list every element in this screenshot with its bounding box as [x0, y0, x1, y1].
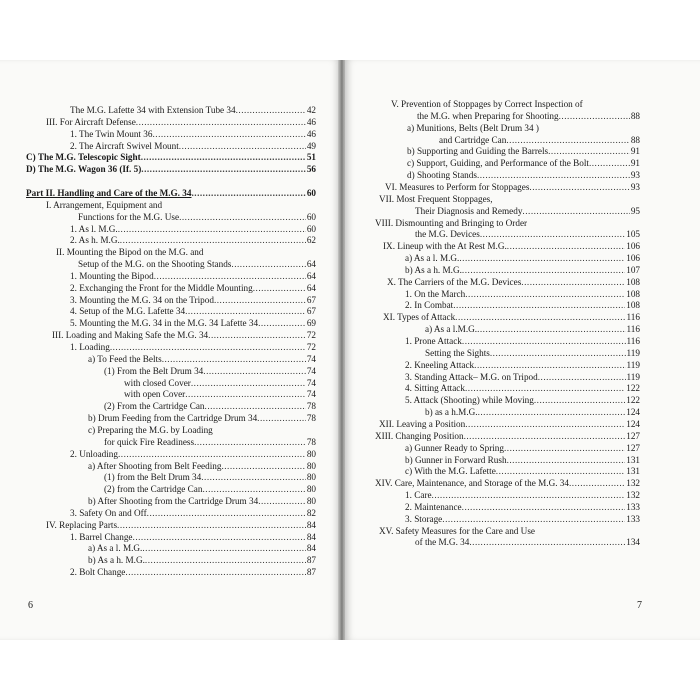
toc-entry-title: 1. Mounting the Bipod: [70, 270, 154, 281]
toc-leader-dots: [469, 536, 625, 548]
toc-leader-dots: [477, 169, 630, 181]
toc-leader-dots: [179, 140, 306, 152]
toc-leader-dots: [118, 448, 306, 460]
toc-entry: [26, 151, 316, 163]
toc-entry-page: 78: [306, 401, 316, 412]
toc-leader-dots: [507, 454, 626, 466]
toc-leader-dots: [236, 104, 306, 116]
toc-leader-dots: [480, 228, 625, 240]
toc-entry-page: 106: [626, 241, 640, 252]
toc-entry-title: (1) From the Belt Drum 34: [104, 365, 204, 376]
toc-entry-page: 72: [306, 330, 316, 341]
toc-entry: [46, 116, 316, 128]
toc-entry: [70, 507, 316, 519]
toc-leader-dots: [257, 412, 306, 424]
toc-entry-page: 127: [626, 430, 640, 441]
toc-leader-dots: [506, 134, 629, 146]
toc-entry-title: a) As a l.M.G.: [425, 324, 478, 335]
toc-entry-title: II. Mounting the Bipod on the M.G. and: [56, 247, 204, 258]
toc-leader-dots: [474, 359, 625, 371]
toc-leader-dots: [147, 507, 306, 519]
toc-entry: [405, 264, 640, 276]
toc-leader-dots: [185, 305, 306, 317]
toc-leader-dots: [141, 163, 306, 175]
toc-leader-dots: [154, 270, 306, 282]
toc-entry-title: c) Support, Guiding, and Performance of the Bolt: [407, 158, 589, 169]
toc-entry-title: (2) From the Cartridge Can: [104, 401, 205, 412]
toc-entry-page: 51: [306, 152, 316, 163]
toc-leader-dots: [133, 531, 306, 543]
toc-leader-dots: [202, 483, 305, 495]
toc-leader-dots: [185, 388, 306, 400]
toc-entry-title: and Cartridge Can: [439, 134, 507, 145]
toc-entry-title: 1. Barrel Change: [70, 531, 133, 542]
toc-leader-dots: [110, 341, 306, 353]
toc-entry: [405, 382, 640, 394]
toc-entry: [425, 347, 640, 359]
toc-entry-title: b) As a h. M.G.: [88, 555, 145, 566]
toc-entry: [405, 335, 640, 347]
toc-entry-title: b) Drum Feeding from the Cartridge Drum 34: [88, 413, 258, 424]
toc-entry: [405, 299, 640, 311]
toc-leader-dots: [205, 400, 306, 412]
toc-entry: [407, 157, 640, 169]
toc-entry: [407, 145, 640, 157]
toc-entry-title: b) As a h. M.G.: [405, 264, 462, 275]
toc-entry: [417, 110, 640, 122]
toc-entry-page: 93: [630, 170, 640, 181]
toc-entry-title: a) As a l. M.G.: [88, 543, 143, 554]
toc-entry: [88, 353, 316, 365]
toc-entry-title: 2. Kneeling Attack: [405, 359, 475, 370]
toc-entry: [375, 430, 640, 442]
toc-entry-page: 124: [626, 407, 640, 418]
toc-entry-title: The M.G. Lafette 34 with Extension Tube 34: [70, 105, 236, 115]
toc-entry: [70, 305, 316, 317]
toc-entry-page: 106: [626, 253, 640, 264]
toc-entry-title: for quick Fire Readiness: [104, 436, 195, 447]
toc-entry-title: V. Prevention of Stoppages by Correct Inspection of: [391, 99, 583, 109]
toc-entry-page: 116: [626, 312, 640, 323]
toc-entry-page: 82: [306, 507, 316, 518]
toc-entry: [124, 377, 316, 389]
toc-entry-page: 133: [626, 501, 640, 512]
toc-entry: [88, 542, 316, 554]
toc-entry: [78, 258, 316, 270]
toc-entry-page: 49: [306, 140, 316, 151]
toc-entry-title: 2. Exchanging the Front for the Middle Mounting: [70, 282, 253, 293]
toc-entry: [124, 388, 316, 400]
toc-entry-title: XII. Leaving a Position: [379, 418, 466, 429]
toc-entry-page: 88: [630, 134, 640, 145]
toc-entry: [405, 442, 640, 454]
toc-entry-page: 105: [626, 229, 640, 240]
toc-entry-page: 134: [626, 537, 640, 548]
toc-entry: [88, 554, 316, 566]
toc-entry-title: XV. Safety Measures for the Care and Use: [379, 525, 535, 536]
toc-entry-page: 80: [306, 472, 316, 483]
toc-entry-page: 80: [306, 460, 316, 471]
toc-entry: [78, 211, 316, 223]
toc-entry-page: 132: [626, 490, 640, 501]
toc-leader-dots: [221, 460, 305, 472]
toc-entry: [70, 104, 316, 116]
toc-leader-dots: [258, 317, 306, 329]
toc-entry: [70, 341, 316, 353]
toc-entry: [88, 460, 316, 472]
toc-entry-page: 84: [306, 531, 316, 542]
toc-entry: [70, 128, 316, 140]
toc-entry-page: 91: [630, 158, 640, 169]
toc-entry-page: 108: [626, 276, 640, 287]
toc-entry-title: 4. Setup of the M.G. Lafette 34: [70, 306, 186, 317]
toc-entry-page: 64: [306, 270, 316, 281]
toc-entry-title: 3. Safety On and Off: [70, 507, 147, 518]
toc-entry-title: C) The M.G. Telescopic Sight: [26, 152, 141, 163]
toc-entry: [405, 252, 640, 264]
toc-leader-dots: [191, 187, 305, 199]
toc-entry: [70, 531, 316, 543]
toc-entry-page: 80: [306, 484, 316, 495]
toc-entry: [405, 288, 640, 300]
toc-entry-page: 122: [626, 383, 640, 394]
toc-leader-dots: [477, 323, 625, 335]
toc-entry: [52, 329, 316, 341]
toc-leader-dots: [162, 353, 306, 365]
toc-leader-dots: [548, 145, 630, 157]
toc-entry-page: 133: [626, 513, 640, 524]
toc-leader-dots: [455, 311, 625, 323]
toc-entry-title: a) Munitions, Belts (Belt Drum 34 ): [407, 122, 539, 133]
toc-entry: [383, 311, 640, 323]
toc-leader-dots: [258, 495, 306, 507]
toc-entry-title: b) Supporting and Guiding the Barrels: [407, 146, 549, 157]
toc-entry-page: 122: [626, 395, 640, 406]
toc-entry-page: 119: [626, 359, 640, 370]
toc-entry-title: 3. Storage: [405, 513, 443, 524]
toc-leader-dots: [465, 382, 625, 394]
toc-entry-page: 74: [306, 353, 316, 364]
toc-entry-title: Setup of the M.G. on the Shooting Stands: [78, 259, 232, 270]
toc-entry-title: Setting the Sights: [425, 347, 490, 358]
toc-entry-title: the M.G. when Preparing for Shooting: [417, 110, 559, 121]
toc-entry-page: 60: [306, 223, 316, 234]
toc-leader-dots: [462, 264, 625, 276]
toc-entry: [70, 566, 316, 578]
toc-entry: [405, 501, 640, 513]
toc-leader-dots: [231, 258, 305, 270]
toc-entry-title: (2) from the Cartridge Can: [104, 484, 203, 495]
toc-entry-title: Part II. Handling and Care of the M.G. 34: [26, 187, 192, 198]
toc-entry-page: 74: [306, 365, 316, 376]
toc-leader-dots: [453, 299, 625, 311]
toc-leader-dots: [136, 116, 306, 128]
toc-entry-page: 87: [306, 555, 316, 566]
toc-entry-page: 87: [306, 567, 316, 578]
toc-entry-page: 127: [626, 442, 640, 453]
toc-leader-dots: [529, 181, 629, 193]
toc-entry-title: D) The M.G. Wagon 36 (If. 5): [26, 164, 142, 175]
toc-entry-title: 1. Care: [405, 490, 432, 501]
toc-entry-title: 1. On the March: [405, 288, 466, 299]
toc-entry-title: III. Loading and Making Safe the M.G. 34: [52, 330, 209, 341]
toc-entry-page: 69: [306, 318, 316, 329]
toc-entry: [104, 365, 316, 377]
toc-entry-title: 1. Prone Attack: [405, 336, 462, 346]
toc-entry-title: of the M.G. 34: [415, 537, 470, 548]
toc-entry-page: 91: [630, 146, 640, 157]
toc-entry-page: 131: [626, 466, 640, 477]
toc-leader-dots: [432, 489, 626, 501]
toc-leader-dots: [462, 501, 626, 513]
toc-entry: [70, 317, 316, 329]
toc-entry: [70, 282, 316, 294]
toc-entry: [375, 217, 640, 229]
toc-entry-page: 119: [626, 347, 640, 358]
toc-entry-page: 95: [630, 205, 640, 216]
toc-entry: [70, 294, 316, 306]
toc-entry-page: 56: [306, 164, 316, 175]
toc-leader-dots: [201, 471, 306, 483]
toc-leader-dots: [521, 276, 625, 288]
toc-entry: [439, 134, 640, 146]
toc-entry-page: 60: [306, 211, 316, 222]
toc-leader-dots: [496, 465, 625, 477]
toc-entry-title: the M.G. Devices: [415, 229, 480, 240]
toc-entry-title: XIII. Changing Position: [375, 430, 464, 441]
toc-entry: [407, 122, 640, 134]
toc-entry: [88, 424, 316, 436]
toc-entry-title: 1. As l. M.G.: [70, 223, 118, 234]
toc-leader-dots: [208, 329, 306, 341]
toc-entry-title: III. For Aircraft Defense: [46, 116, 136, 127]
toc-entry-title: 4. Sitting Attack: [405, 383, 465, 394]
toc-leader-dots: [179, 211, 306, 223]
toc-entry-page: 67: [306, 294, 316, 305]
toc-entry-title: XI. Types of Attack: [383, 312, 456, 323]
left-page: [0, 60, 340, 640]
toc-entry: [70, 223, 316, 235]
toc-entry-title: VIII. Dismounting and Bringing to Order: [375, 217, 528, 228]
toc-entry: [379, 193, 640, 205]
toc-entry-page: 72: [306, 342, 316, 352]
toc-entry-page: 74: [306, 389, 316, 400]
toc-entry: [104, 436, 316, 448]
toc-entry: [88, 495, 316, 507]
toc-entry-title: 1. Loading: [70, 342, 110, 352]
toc-entry-title: IV. Replacing Parts: [46, 519, 118, 530]
toc-entry-title: 1. The Twin Mount 36: [70, 128, 153, 139]
toc-entry-title: VII. Most Frequent Stoppages,: [379, 193, 493, 204]
toc-entry: [405, 454, 640, 466]
toc-leader-dots: [141, 151, 306, 163]
toc-entry: [385, 181, 640, 193]
toc-entry-title: b) After Shooting from the Cartridge Drum 34: [88, 496, 259, 507]
toc-entry-page: 46: [306, 116, 316, 127]
toc-entry: [415, 228, 640, 240]
toc-leader-dots: [465, 418, 625, 430]
toc-entry-title: 5. Attack (Shooting) while Moving: [405, 395, 534, 406]
toc-entry-title: a) Gunner Ready to Spring: [405, 442, 504, 453]
toc-entry-title: 3. Mounting the M.G. 34 on the Tripod: [70, 294, 214, 305]
toc-leader-dots: [118, 223, 306, 235]
toc-leader-dots: [589, 157, 630, 169]
left-page-number: 6: [28, 600, 33, 611]
toc-entry: [104, 471, 316, 483]
toc-entry-page: 64: [306, 282, 316, 293]
toc-entry-page: 131: [626, 454, 640, 465]
toc-leader-dots: [145, 554, 306, 566]
toc-leader-dots: [462, 335, 626, 347]
toc-leader-dots: [507, 240, 625, 252]
toc-entry-title: 2. As h. M.G.: [70, 235, 120, 246]
toc-leader-dots: [117, 519, 306, 531]
toc-entry-page: 108: [626, 300, 640, 311]
toc-leader-dots: [569, 477, 625, 489]
toc-entry: [88, 412, 316, 424]
toc-leader-dots: [538, 371, 626, 383]
toc-entry: [387, 276, 640, 288]
toc-entry-page: 107: [626, 264, 640, 275]
toc-entry-title: with closed Cover: [124, 377, 191, 388]
toc-entry: [407, 169, 640, 181]
toc-entry-page: 60: [306, 187, 316, 198]
toc-leader-dots: [191, 377, 306, 389]
toc-entry-title: 2. Bolt Change: [70, 567, 126, 578]
toc-entry: [46, 199, 316, 211]
toc-leader-dots: [142, 542, 305, 554]
toc-leader-dots: [464, 430, 626, 442]
toc-entry-page: 80: [306, 496, 316, 507]
toc-entry-title: 5. Mounting the M.G. 34 in the M.G. 34 Lafette 34: [70, 318, 259, 329]
toc-entry: [70, 140, 316, 152]
toc-entry-title: 2. Unloading: [70, 448, 118, 459]
toc-entry: [405, 359, 640, 371]
toc-entry: [26, 175, 316, 187]
toc-entry: [415, 205, 640, 217]
toc-entry-title: X. The Carriers of the M.G. Devices: [387, 276, 522, 287]
toc-leader-dots: [478, 406, 626, 418]
toc-entry: [375, 477, 640, 489]
right-page: [345, 60, 700, 640]
toc-entry: [425, 323, 640, 335]
toc-leader-dots: [459, 252, 625, 264]
toc-leader-dots: [120, 234, 306, 246]
toc-entry-title: c) Preparing the M.G. by Loading: [88, 424, 213, 435]
toc-entry: [70, 234, 316, 246]
toc-entry: [70, 448, 316, 460]
toc-entry-title: with open Cover: [124, 389, 186, 400]
toc-entry-title: I. Arrangement, Equipment and: [46, 199, 163, 210]
toc-entry: [70, 270, 316, 282]
toc-entry-title: a) After Shooting from Belt Feeding: [88, 460, 222, 471]
toc-entry-title: d) Shooting Stands: [407, 170, 477, 181]
toc-entry: [26, 187, 316, 199]
toc-entry-page: 67: [306, 306, 316, 317]
toc-leader-dots: [203, 365, 306, 377]
right-page-number: 7: [637, 600, 642, 611]
toc-entry-title: Functions for the M.G. Use: [78, 211, 180, 222]
toc-entry-page: 62: [306, 235, 316, 246]
toc-entry-title: 2. The Aircraft Swivel Mount: [70, 140, 179, 151]
toc-entry-title: 2. In Combat: [405, 300, 454, 311]
toc-entry: [383, 240, 640, 252]
toc-entry-page: 116: [626, 336, 640, 346]
toc-entry: [56, 246, 316, 258]
toc-entry-page: 80: [306, 448, 316, 459]
toc-leader-dots: [490, 347, 626, 359]
toc-entry: [405, 489, 640, 501]
toc-entry: [379, 418, 640, 430]
toc-entry-page: 84: [306, 519, 316, 530]
toc-entry-page: 78: [306, 436, 316, 447]
toc-entry-page: 93: [630, 181, 640, 192]
toc-entry-title: IX. Lineup with the At Rest M.G.: [383, 241, 507, 252]
toc-leader-dots: [559, 110, 630, 122]
toc-entry-page: 132: [626, 478, 640, 489]
toc-entry: [391, 98, 640, 110]
toc-entry-page: 46: [306, 128, 316, 139]
toc-entry-page: 88: [630, 110, 640, 121]
toc-entry-page: 84: [306, 543, 316, 554]
toc-leader-dots: [534, 394, 625, 406]
toc-entry-title: Their Diagnosis and Remedy: [415, 205, 523, 216]
toc-entry-page: 119: [626, 371, 640, 382]
toc-entry: [379, 525, 640, 537]
toc-entry-title: b) as a h.M.G.: [425, 407, 478, 418]
toc-entry-page: 124: [626, 418, 640, 429]
toc-leader-dots: [253, 282, 306, 294]
toc-entry: [26, 163, 316, 175]
toc-entry: [405, 465, 640, 477]
toc-leader-dots: [465, 288, 625, 300]
toc-entry: [104, 400, 316, 412]
toc-entry-title: a) As a l. M.G.: [405, 253, 460, 264]
toc-entry-title: a) To Feed the Belts: [88, 353, 162, 364]
toc-leader-dots: [194, 436, 306, 448]
toc-entry: [104, 483, 316, 495]
toc-entry-page: 42: [306, 105, 316, 115]
toc-leader-dots: [522, 205, 629, 217]
toc-entry-title: 2. Maintenance: [405, 501, 462, 512]
toc-leader-dots: [442, 513, 625, 525]
toc-entry: [405, 371, 640, 383]
toc-entry: [425, 406, 640, 418]
toc-entry: [405, 394, 640, 406]
toc-leader-dots: [152, 128, 305, 140]
toc-entry-page: 108: [626, 288, 640, 299]
toc-entry-page: 74: [306, 377, 316, 388]
toc-leader-dots: [504, 442, 625, 454]
toc-entry: [46, 519, 316, 531]
toc-entry-page: 64: [306, 259, 316, 270]
toc-entry-title: VI. Measures to Perform for Stoppages: [385, 181, 530, 192]
toc-entry-title: 3. Standing Attack– M.G. on Tripod: [405, 371, 538, 382]
toc-entry-page: 116: [626, 324, 640, 335]
toc-entry-title: c) With the M.G. Lafette: [405, 466, 496, 477]
toc-entry: [415, 536, 640, 548]
toc-leader-dots: [214, 294, 306, 306]
toc-entry-title: b) Gunner in Forward Rush: [405, 454, 507, 465]
toc-entry-title: XIV. Care, Maintenance, and Storage of the M.G. 34: [375, 478, 569, 489]
toc-entry-page: 78: [306, 413, 316, 424]
toc-entry: [405, 513, 640, 525]
toc-entry-title: (1) from the Belt Drum 34: [104, 472, 202, 483]
toc-leader-dots: [125, 566, 305, 578]
